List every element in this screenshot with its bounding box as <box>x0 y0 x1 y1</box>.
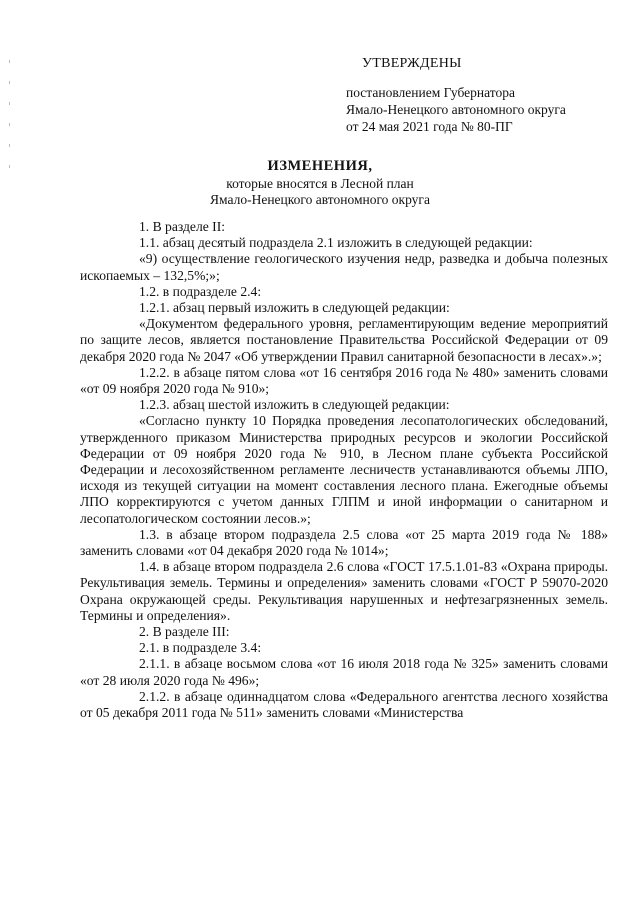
document-subtitle <box>0 176 640 208</box>
subtitle-line: которые вносятся в Лесной план <box>226 176 414 191</box>
paragraph: «Документом федерального уровня, регламентирующим ведение мероприятий по защите лесов, является постановление Правительства Российской Федерации от 09 декабря 2020 года № 2047 «Об утверждении Правил санитарной безопасности в лесах».»; <box>80 316 608 364</box>
paragraph: 1.1. абзац десятый подраздела 2.1 изложить в следующей редакции: <box>139 235 533 251</box>
paragraph: 2.1. в подразделе 3.4: <box>139 640 262 656</box>
paragraph: 1.4. в абзаце втором подраздела 2.6 слова «ГОСТ 17.5.1.01-83 «Охрана природы. Рекультивация земель. Термины и определения» заменить словами «ГОСТ Р 59070-2020 Охрана окружающей среды. Рекультивация нарушенных и нефтезагрязненных земель. Термины и определения». <box>80 559 608 623</box>
paragraph: 1.2.3. абзац шестой изложить в следующей редакции: <box>139 397 450 413</box>
paragraph: 2.1.1. в абзаце восьмом слова «от 16 июля 2018 года № 325» заменить словами «от 28 июля 2020 года № 496»; <box>80 656 608 688</box>
paragraph: «9) осуществление геологического изучения недр, разведка и добыча полезных ископаемых – 132,5%;»; <box>80 251 608 283</box>
subtitle-line: Ямало-Ненецкого автономного округа <box>210 192 430 207</box>
approval-line: от 24 мая 2021 года № 80-ПГ <box>346 119 513 134</box>
paragraph: 1. В разделе II: <box>139 219 226 234</box>
approval-line: постановлением Губернатора <box>346 85 515 100</box>
paragraph: 1.2. в подразделе 2.4: <box>139 283 262 299</box>
approval-line: Ямало-Ненецкого автономного округа <box>346 102 566 117</box>
paragraph: 2.1.2. в абзаце одиннадцатом слова «Федерального агентства лесного хозяйства от 05 декабря 2011 года № 511» заменить словами «Министерства <box>80 688 608 721</box>
paragraph: 1.2.1. абзац первый изложить в следующей редакции: <box>139 300 450 316</box>
document-body <box>80 219 608 721</box>
paragraph: 1.3. в абзаце втором подраздела 2.5 слова «от 25 марта 2019 года № 188» заменить словами «от 04 декабря 2020 года № 1014»; <box>80 526 608 559</box>
approved-heading: УТВЕРЖДЕНЫ <box>362 56 462 71</box>
approval-reference <box>346 84 616 135</box>
paragraph: 2. В разделе III: <box>139 624 230 640</box>
paragraph: «Согласно пункту 10 Порядка проведения лесопатологических обследований, утвержденного приказом Министерства природных ресурсов и экологии Российской Федерации от 09 ноября 2020 года № 910, в Лесном плане субъекта Российской Федерации и лесохозяйственном регламенте лесничеств устанавливаются объемы ЛПО, исходя из текущей ситуации на момент составления лесного плана. Ежегодные объемы ЛПО корректируются с учетом данных ГЛПМ и иной информации о санитарном и лесопатологическом состоянии лесов.»; <box>80 413 608 526</box>
document-title: ИЗМЕНЕНИЯ, <box>267 158 373 174</box>
paragraph: 1.2.2. в абзаце пятом слова «от 16 сентября 2016 года № 480» заменить словами «от 09 ноября 2020 года № 910»; <box>80 364 608 397</box>
